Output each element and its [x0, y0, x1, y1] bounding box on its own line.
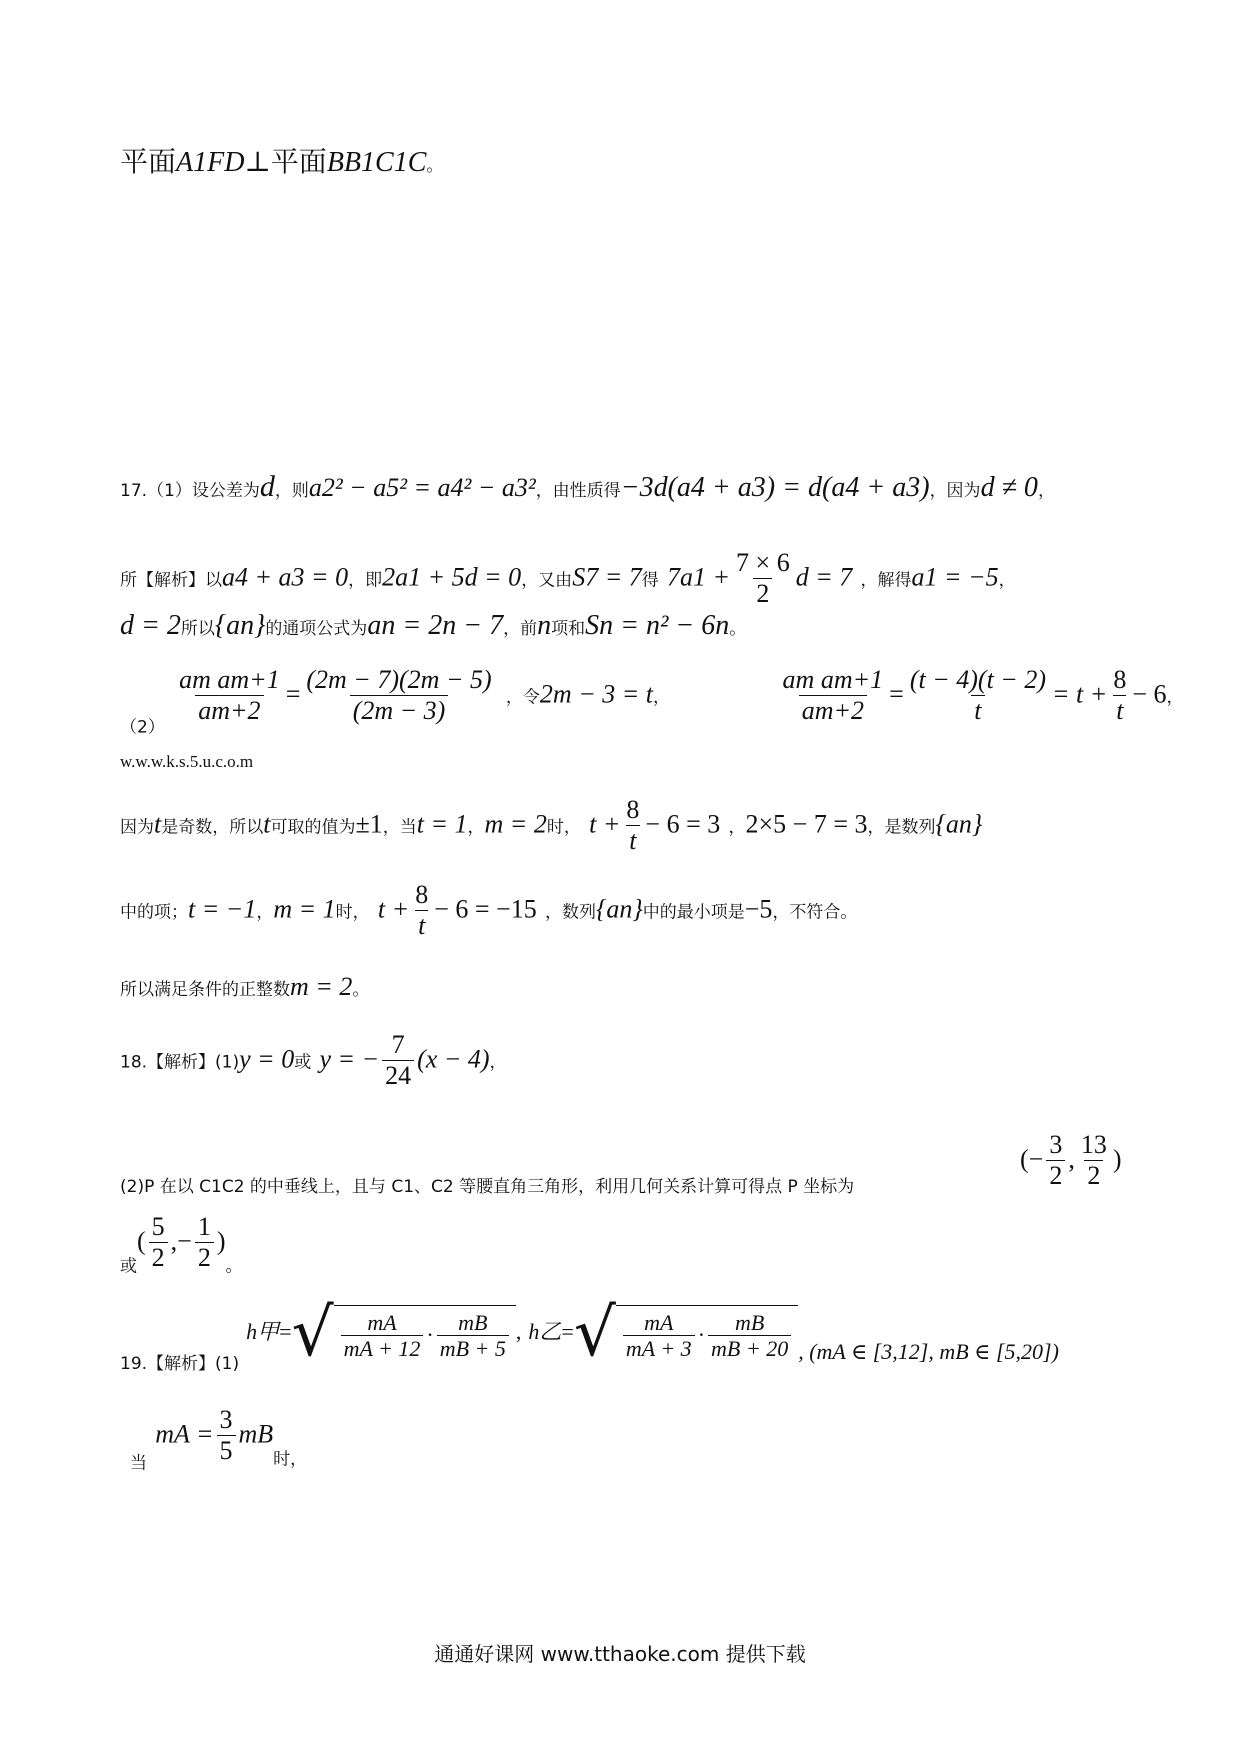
math-expr: , — [1068, 1144, 1075, 1174]
numerator: mA — [367, 1309, 397, 1335]
fraction — [303, 665, 494, 726]
text: ， — [489, 1052, 507, 1073]
math-expr: m = 2 — [484, 809, 547, 839]
denominator: 24 — [382, 1060, 414, 1091]
text: 。 — [352, 980, 370, 1000]
fraction — [176, 665, 283, 726]
math-expr: a4 + a3 = 0 — [222, 562, 349, 592]
text: 。 — [426, 156, 444, 176]
text: 。 — [729, 619, 747, 639]
math-expr: A1FD — [176, 147, 245, 178]
sqrt-icon: √ — [573, 1294, 616, 1371]
dot: · — [697, 1321, 706, 1347]
equals: = — [889, 679, 904, 709]
math-expr: = t + — [1052, 679, 1108, 709]
text: 因为 — [120, 817, 154, 838]
text: ，解得 — [860, 570, 912, 591]
math-expr: ) — [216, 1226, 226, 1256]
math-expr: 2m − 3 = t — [539, 679, 654, 709]
math-expr: m = 2 — [290, 972, 353, 1001]
numerator: 5 — [151, 1212, 165, 1241]
p17-line1 — [120, 470, 1055, 504]
math-expr: t — [154, 809, 162, 839]
text: 可取的值为 — [270, 817, 356, 838]
text: 中的项； — [120, 902, 188, 923]
text: 所以 — [180, 619, 215, 639]
text: 的通项公式为 — [265, 619, 368, 639]
math-expr: ,− — [170, 1226, 192, 1256]
denominator: (2m − 3) — [350, 695, 449, 726]
text: 是奇数，所以 — [161, 817, 264, 838]
fraction — [217, 1405, 236, 1466]
denominator: mA + 12 — [341, 1335, 424, 1361]
math-expr: d — [259, 470, 275, 503]
p19-line1 — [120, 1294, 1059, 1374]
denominator: am+2 — [799, 695, 867, 726]
math-expr: −5 — [744, 894, 773, 924]
math-expr: ( — [137, 1226, 146, 1256]
p17-part2-line — [120, 665, 1184, 737]
equals: = — [279, 1319, 292, 1344]
text: ，则 — [274, 481, 309, 501]
fraction — [382, 1030, 414, 1091]
fraction — [437, 1310, 509, 1362]
fraction — [341, 1310, 424, 1362]
denominator: t — [626, 825, 639, 856]
math-expr: 7a1 + — [667, 562, 731, 592]
numerator: am am+1 — [179, 665, 280, 694]
math-expr: d = 2 — [120, 610, 181, 641]
fraction — [780, 665, 887, 726]
denominator: mB + 5 — [437, 1335, 509, 1361]
denominator: 2 — [1046, 1160, 1065, 1191]
numerator: (t − 4)(t − 2) — [909, 665, 1046, 694]
fraction — [733, 548, 793, 609]
text: ， — [998, 570, 1016, 591]
math-expr: ) — [1112, 1144, 1122, 1174]
p17-line6 — [120, 880, 857, 941]
denominator: 2 — [195, 1242, 214, 1273]
math-expr: t = 1 — [416, 809, 468, 839]
text: ，不符合。 — [772, 902, 858, 923]
p18-line1 — [120, 1030, 507, 1091]
math-expr: − 6 = −15 — [434, 894, 537, 924]
text: 得 — [641, 570, 659, 591]
p17-line7 — [120, 972, 369, 1002]
math-expr: y = − — [319, 1044, 380, 1074]
text: 18.【解析】(1) — [120, 1052, 240, 1073]
numerator: 7 × 6 — [736, 548, 790, 577]
text: ，当 — [382, 817, 417, 838]
equals: = — [285, 679, 301, 709]
domain-expr: , (mA ∈ [3,12], mB ∈ [5,20]) — [798, 1339, 1059, 1364]
numerator: 8 — [1113, 665, 1127, 694]
footer-credit: 通通好课网 www.tthaoke.com 提供下载 — [434, 1642, 806, 1666]
text: ， — [728, 817, 746, 838]
text: ，前 — [503, 619, 538, 639]
fraction — [412, 880, 431, 941]
sequence-symbol: {an} — [214, 610, 266, 641]
numerator: 1 — [197, 1212, 211, 1241]
text: ， — [1166, 687, 1184, 708]
fraction — [623, 1310, 695, 1362]
math-expr: d = 7 — [795, 562, 853, 592]
text: ，是数列 — [867, 817, 936, 838]
numerator: 8 — [415, 880, 429, 909]
numerator: 8 — [626, 795, 640, 824]
sqrt-icon: √ — [291, 1294, 334, 1371]
text: ，数列 — [544, 902, 596, 923]
text: 当 — [130, 1453, 147, 1474]
math-expr: S7 = 7 — [572, 562, 642, 592]
math-expr: m = 1 — [273, 894, 336, 924]
numerator: mA — [644, 1309, 674, 1335]
denominator: 5 — [217, 1435, 236, 1466]
numerator: 13 — [1080, 1130, 1107, 1159]
text: ， — [1037, 481, 1055, 501]
math-expr: y = 0 — [239, 1044, 295, 1074]
math-expr: d ≠ 0 — [980, 472, 1038, 503]
text: （2） — [120, 717, 165, 738]
text: ，因为 — [929, 481, 981, 501]
text: 17.（1）设公差为 — [120, 481, 260, 501]
numerator: 3 — [1049, 1130, 1063, 1159]
watermark-text: w.w.w.k.s.5.u.c.o.m — [120, 752, 254, 771]
equals: = — [561, 1319, 574, 1344]
fraction — [623, 795, 642, 856]
text: ，令 — [505, 687, 540, 708]
p17-line5 — [120, 795, 982, 856]
math-expr: mA = — [155, 1419, 214, 1449]
denominator: t — [415, 910, 428, 941]
text: 时， — [335, 902, 370, 923]
math-expr: t = −1 — [188, 894, 257, 924]
fraction — [195, 1212, 214, 1273]
text: 时， — [546, 817, 581, 838]
numerator: 7 — [391, 1030, 405, 1059]
numerator: mB — [734, 1309, 765, 1335]
denominator: t — [1113, 695, 1126, 726]
text: ，又由 — [521, 570, 573, 591]
text: ， — [256, 902, 274, 923]
text: ，即 — [348, 570, 383, 591]
fraction — [1078, 1130, 1110, 1191]
math-expr: t — [263, 809, 271, 839]
math-expr: a2² − a5² = a4² − a3² — [308, 473, 536, 502]
text: 平面 — [270, 145, 327, 178]
text: 或 — [294, 1052, 312, 1073]
math-expr: BB1C1C — [326, 147, 427, 178]
math-expr: −3d(a4 + a3) = d(a4 + a3) — [620, 472, 930, 503]
math-expr: 2×5 − 7 = 3 — [745, 809, 868, 839]
math-expr: (− — [1020, 1144, 1044, 1174]
fraction — [907, 665, 1049, 726]
fraction — [149, 1212, 168, 1273]
radicand — [616, 1305, 798, 1362]
math-expr: Sn = n² − 6n — [585, 610, 730, 641]
p18-part2-text: (2)P 在以 C1C2 的中垂线上，且与 C1、C2 等腰直角三角形，利用几何关系计算可得点 P 坐标为 — [120, 1177, 855, 1197]
denominator: 2 — [149, 1242, 168, 1273]
denominator: mA + 3 — [623, 1335, 695, 1361]
math-expr: n — [537, 610, 552, 641]
math-expr: − 6 — [1132, 679, 1167, 709]
math-expr: 2a1 + 5d = 0 — [382, 562, 522, 592]
p17-line3 — [120, 608, 746, 642]
radicand — [334, 1305, 516, 1362]
text: 或 — [120, 1256, 137, 1277]
denominator: t — [971, 695, 984, 726]
header-perpendicular-line — [120, 140, 443, 180]
text: 项和 — [551, 619, 586, 639]
math-expr: ±1 — [355, 809, 383, 839]
text: 平面 — [120, 145, 177, 178]
numerator: 3 — [219, 1405, 233, 1434]
text: ，由性质得 — [535, 481, 621, 501]
text: 。 — [225, 1256, 243, 1277]
denominator: mB + 20 — [708, 1335, 791, 1361]
sequence-symbol: {an} — [935, 809, 983, 839]
text: 中的最小项是 — [642, 902, 745, 923]
fraction — [708, 1310, 791, 1362]
p18-point1 — [1020, 1130, 1122, 1191]
perp-symbol: ⊥ — [244, 147, 271, 178]
denominator: am+2 — [195, 695, 263, 726]
text: 所【解析】以 — [120, 570, 222, 591]
p18-line3 — [120, 1212, 243, 1276]
p17-line2 — [120, 548, 1016, 609]
p19-line2 — [130, 1405, 307, 1473]
text: 19.【解析】(1) — [120, 1354, 240, 1374]
text: 所以满足条件的正整数 — [120, 980, 290, 1000]
denominator: 2 — [753, 578, 772, 609]
math-expr: h甲 — [246, 1319, 280, 1344]
numerator: mB — [458, 1309, 488, 1335]
math-expr: a1 = −5 — [911, 562, 999, 592]
numerator: (2m − 7)(2m − 5) — [306, 665, 492, 694]
numerator: am am+1 — [782, 665, 884, 694]
math-expr: t + — [377, 894, 410, 924]
fraction — [1046, 1130, 1065, 1191]
math-expr: (x − 4) — [417, 1044, 490, 1074]
fraction — [1110, 665, 1129, 726]
math-expr: − 6 = 3 — [645, 809, 721, 839]
denominator: 2 — [1084, 1160, 1103, 1191]
math-expr: t + — [589, 809, 621, 839]
text: ， — [467, 817, 485, 838]
math-expr: h乙 — [528, 1319, 562, 1344]
math-expr: an = 2n − 7 — [367, 610, 504, 641]
dot: · — [426, 1321, 434, 1347]
math-expr: mB — [238, 1419, 274, 1449]
separator: , — [515, 1319, 522, 1344]
text: 时， — [273, 1449, 308, 1470]
text: ， — [653, 687, 671, 708]
sequence-symbol: {an} — [595, 894, 643, 924]
